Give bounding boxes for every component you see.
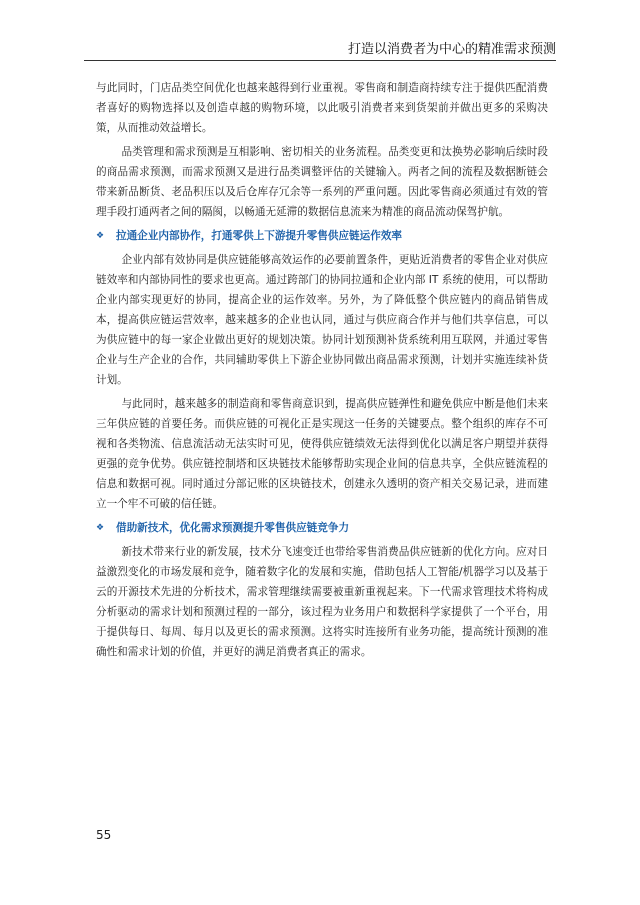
header-title: 打造以消费者为中心的精准需求预测 xyxy=(347,42,556,57)
paragraph: 与此同时，越来越多的制造商和零售商意识到，提高供应链弹性和避免供应中断是他们未来三年供应链的首要任务。而供应链的可视化正是实现这一任务的关键要点。整个组织的库存不可视和各类物流、信息流活动无法实时可见，使得供应链绩效无法得到优化以满足客户期望并获得更强的竞争优势。供应链控制塔和区块链技术能够帮助实现企业间的信息共享，全供应链流程的信息和数据可视。同时通过分部记账的区块链技术，创建永久透明的资产相关交易记录，进而建立一个牢不可破的信任链。 xyxy=(96,398,548,510)
section-heading-text: 借助新技术，优化需求预测提升零售供应链竞争力 xyxy=(116,522,350,534)
paragraph: 品类管理和需求预测是互相影响、密切相关的业务流程。品类变更和汰换势必影响后续时段的商品需求预测，而需求预测又是进行品类调整评估的关键输入。两者之间的流程及数据断链会带来新品断货、老品积压以及后仓库存冗余等一系列的严重问题。因此零售商必须通过有效的管理手段打通两者之间的隔阂，以畅通无延滞的数据信息流来为精准的商品流动保驾护航。 xyxy=(96,146,548,218)
section-heading-text: 拉通企业内部协作，打通零供上下游提升零售供应链运作效率 xyxy=(116,230,403,242)
page-number: 55 xyxy=(96,828,112,842)
paragraph: 与此同时，门店品类空间优化也越来越得到行业重视。零售商和制造商持续专注于提供匹配消费者喜好的购物选择以及创造卓越的购物环境，以此吸引消费者来到货架前并做出更多的采购决策，从而推动效益增长。 xyxy=(96,82,548,134)
paragraph: 企业内部有效协同是供应链能够高效运作的必要前置条件，更贴近消费者的零售企业对供应链效率和内部协同性的要求也更高。通过跨部门的协同拉通和企业内部 IT 系统的使用，可以帮助企业内部实现更好的协同，提高企业的运作效率。另外，为了降低整个供应链内的商品销售成本，提高供应链运营效率，越来越多的企业也认同，通过与供应商合作并与他们共享信息，可以为供应链中的每一家企业做出更好的规划决策。协同计划预测补货系统利用互联网，并通过零售企业与生产企业的合作，共同辅助零供上下游企业协同做出商品需求预测，计划并实施连续补货计划。 xyxy=(96,254,548,386)
diamond-bullet-icon: ❖ xyxy=(96,523,105,533)
header-divider xyxy=(84,60,556,61)
diamond-bullet-icon: ❖ xyxy=(96,231,105,241)
body-content xyxy=(96,78,548,666)
paragraph: 新技术带来行业的新发展，技术分飞速变迁也带给零售消费品供应链新的优化方向。应对日益激烈变化的市场发展和竞争，随着数字化的发展和实施，借助包括人工智能/机器学习以及基于云的开源技术先进的分析技术，需求管理继续需要被重新重视起来。下一代需求管理技术将构成分析驱动的需求计划和预测过程的一部分，该过程为业务用户和数据科学家提供了一个平台，用于提供每日、每周、每月以及更长的需求预测。这将实时连接所有业务功能，提高统计预测的准确性和需求计划的价值，并更好的满足消费者真正的需求。 xyxy=(96,546,548,658)
section-heading xyxy=(96,518,548,538)
section-heading xyxy=(96,226,548,246)
